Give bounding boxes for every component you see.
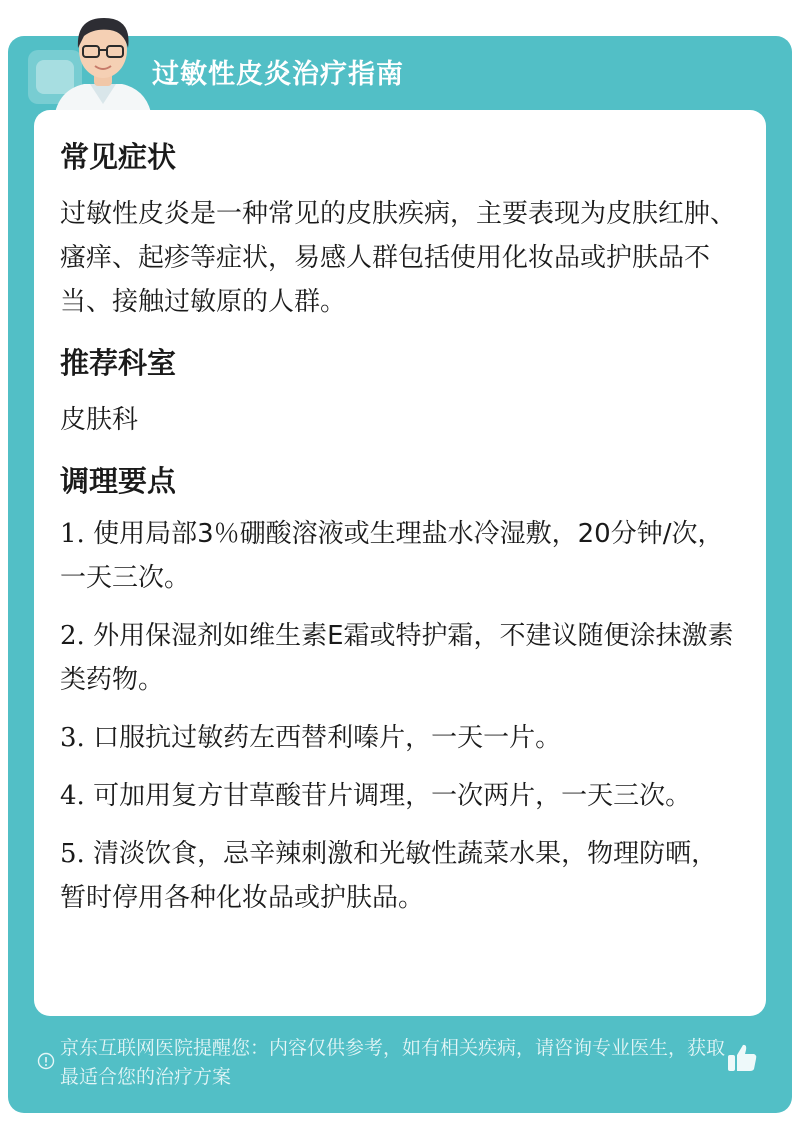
care-item-1 <box>60 512 740 600</box>
department-text: 皮肤科 <box>60 405 139 435</box>
care-item-4 <box>60 774 740 818</box>
info-icon <box>37 1052 55 1070</box>
care-item-number: 3. <box>60 723 85 753</box>
symptoms-text: 过敏性皮炎是一种常见的皮肤疾病，主要表现为皮肤红肿、瘙痒、起疹等症状，易感人群包括使用化妆品或护肤品不当、接触过敏原的人群。 <box>60 199 737 317</box>
care-item-number: 4. <box>60 781 85 811</box>
care-item-text: 口服抗过敏药左西替利嗪片，一天一片。 <box>93 723 562 753</box>
care-item-text: 可加用复方甘草酸苷片调理，一次两片，一天三次。 <box>93 781 692 811</box>
care-item-number: 1. <box>60 519 85 549</box>
care-item-text: 清淡饮食，忌辛辣刺激和光敏性蔬菜水果，物理防晒，暂时停用各种化妆品或护肤品。 <box>60 839 718 913</box>
care-item-5 <box>60 832 740 920</box>
thumbs-up-icon[interactable] <box>724 1040 760 1076</box>
doctor-avatar-icon <box>44 8 162 118</box>
content-body <box>60 134 740 934</box>
care-item-number: 2. <box>60 621 85 651</box>
care-item-text: 外用保湿剂如维生素E霜或特护霜，不建议随便涂抹激素类药物。 <box>60 621 734 695</box>
symptoms-heading: 常见症状 <box>60 140 177 174</box>
content-card <box>34 110 766 1016</box>
care-heading: 调理要点 <box>60 464 177 498</box>
department-heading: 推荐科室 <box>60 346 177 380</box>
care-item-3 <box>60 716 740 760</box>
care-item-2 <box>60 614 740 702</box>
footer-disclaimer: 京东互联网医院提醒您：内容仅供参考，如有相关疾病，请咨询专业医生，获取最适合您的治疗方案 <box>60 1037 726 1088</box>
care-item-text: 使用局部3％硼酸溶液或生理盐水冷湿敷，20分钟/次，一天三次。 <box>60 519 724 593</box>
care-item-number: 5. <box>60 839 85 869</box>
page-title: 过敏性皮炎治疗指南 <box>152 59 404 90</box>
